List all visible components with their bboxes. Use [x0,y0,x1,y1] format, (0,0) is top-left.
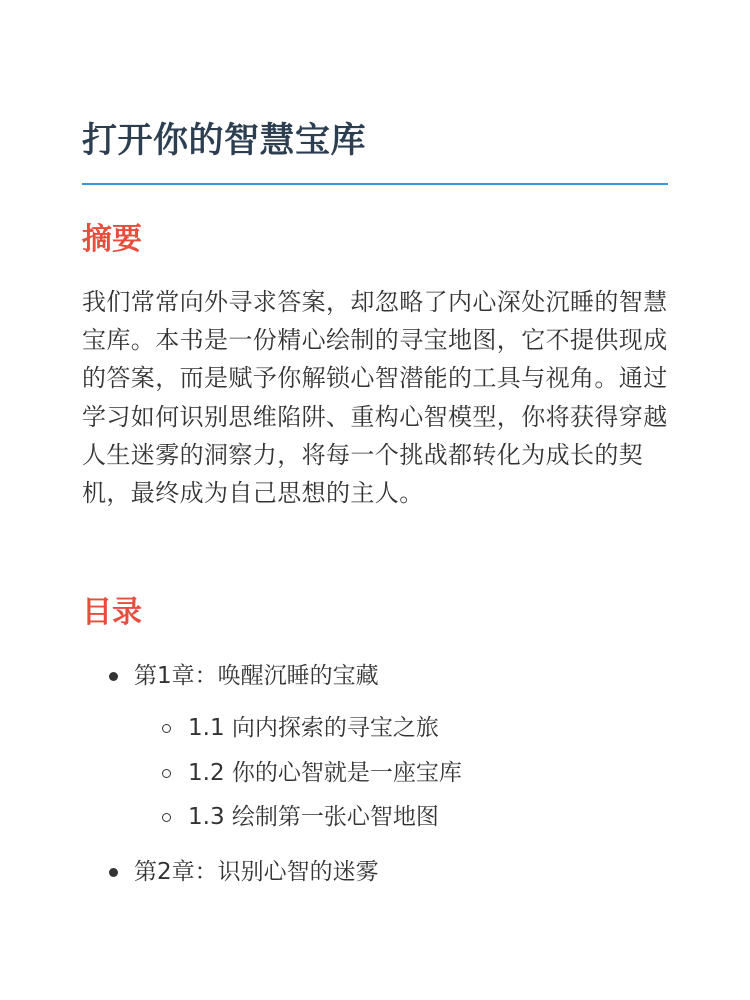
abstract-paragraph: 我们常常向外寻求答案，却忽略了内心深处沉睡的智慧宝库。本书是一份精心绘制的寻宝地图，它不提供现成的答案，而是赋予你解锁心智潜能的工具与视角。通过学习如何识别思维陷阱、重构心智模型，你将获得穿越人生迷雾的洞察力，将每一个挑战都转化为成长的契机，最终成为自己思想的主人。 [82,288,668,508]
hollow-bullet-icon [162,769,171,778]
toc-section-label[interactable]: 1.3 绘制第一张心智地图 [188,804,439,830]
toc-section-1-1[interactable] [134,706,668,751]
filled-bullet-icon [109,672,118,681]
toc-section-label[interactable]: 1.1 向内探索的寻宝之旅 [188,715,439,741]
hollow-bullet-icon [162,813,171,822]
toc-chapter-label[interactable]: 第1章：唤醒沉睡的宝藏 [134,663,379,689]
book-title: 打开你的智慧宝库 [82,121,367,161]
table-of-contents [82,656,668,892]
toc-section-label[interactable]: 1.2 你的心智就是一座宝库 [188,759,462,786]
toc-section-1-3[interactable] [134,795,668,840]
hollow-bullet-icon [162,724,171,733]
toc-section-1-2[interactable] [134,751,668,796]
toc-chapter-2[interactable] [82,852,668,892]
toc-chapter-1-sections [134,706,668,840]
title-divider [82,183,668,185]
toc-chapter-label[interactable]: 第2章：识别心智的迷雾 [134,858,379,885]
abstract-heading: 摘要 [82,222,142,257]
toc-chapter-1[interactable] [82,656,668,840]
filled-bullet-icon [109,868,118,877]
toc-heading: 目录 [82,595,142,630]
